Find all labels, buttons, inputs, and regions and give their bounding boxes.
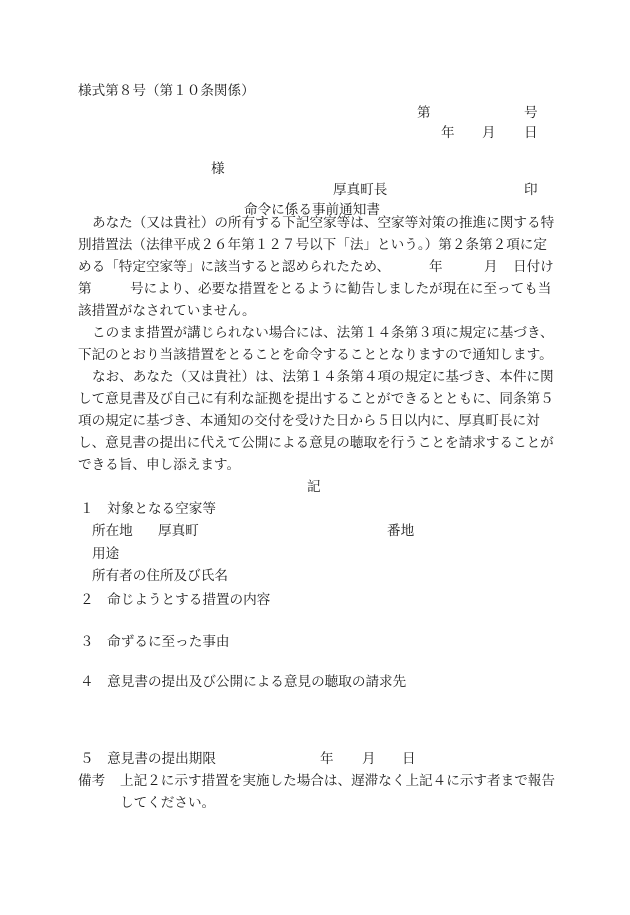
doc-number-prefix: 第 (417, 105, 431, 121)
item-3-heading: ３ 命ずるに至った事由 (80, 634, 230, 650)
remarks-label: 備考 (78, 773, 106, 789)
seal-mark: 印 (524, 182, 538, 198)
sender-name: 厚真町長 (333, 182, 388, 198)
location-label: 所在地 (92, 523, 133, 539)
para1-day: 日付け (513, 259, 554, 275)
ki-heading: 記 (307, 479, 321, 495)
document-title: 命令に係る事前通知書 (244, 202, 380, 218)
location-banchi: 番地 (387, 523, 415, 539)
para1-month: 月 (484, 259, 498, 275)
body-para1-line3: める「特定空家等」に該当すると認められたため、 (78, 259, 391, 275)
para1-year: 年 (429, 259, 443, 275)
form-label: 様式第８号（第１０条関係） (78, 83, 255, 99)
body-para2-line2: 下記のとおり当該措置をとることを命令することとなりますので通知します。 (78, 347, 553, 363)
body-para1-line2: 別措置法（法律平成２６年第１２７号以下「法」という。）第２条第２項に定 (78, 237, 547, 253)
item-2-heading: ２ 命じようとする措置の内容 (80, 592, 271, 608)
date-year: 年 (441, 125, 455, 141)
body-para3-line3: 項の規定に基づき、本通知の交付を受けた日から５日以内に、厚真町長に対 (78, 413, 540, 429)
doc-number-suffix: 号 (524, 105, 538, 121)
body-para3-line5: できる旨、申し添えます。 (78, 457, 241, 473)
usage-label: 用途 (92, 546, 120, 562)
body-para1-line5: 該措置がなされていません。 (78, 303, 256, 319)
item-1-heading: １ 対象となる空家等 (80, 501, 216, 517)
remarks-text-line1: 上記２に示す措置を実施した場合は、遅滞なく上記４に示す者まで報告 (120, 773, 555, 789)
item5-day: 日 (402, 751, 416, 767)
para1-no-prefix: 第 (78, 281, 92, 297)
body-para3-line1: なお、あなた（又は貴社）は、法第１４条第４項の規定に基づき、本件に関 (92, 369, 554, 385)
owner-label: 所有者の住所及び氏名 (92, 568, 228, 584)
item5-month: 月 (362, 751, 376, 767)
body-para3-line4: し、意見書の提出に代えて公開による意見の聴取を行うことを請求することが (78, 435, 554, 451)
body-para3-line2: して意見書及び自己に有利な証拠を提出することができるとともに、同条第５ (78, 391, 554, 407)
date-month: 月 (482, 125, 496, 141)
body-para1-line4: 号により、必要な措置をとるように勧告しましたが現在に至っても当 (130, 281, 552, 297)
item-5-heading: ５ 意見書の提出期限 (80, 751, 216, 767)
remarks-text-line2: してください。 (120, 795, 216, 811)
item-4-heading: ４ 意見書の提出及び公開による意見の聴取の請求先 (80, 674, 407, 690)
location-town: 厚真町 (158, 523, 199, 539)
item5-year: 年 (320, 751, 334, 767)
body-para2-line1: このまま措置が講じられない場合には、法第１４条第３項に規定に基づき、 (92, 325, 554, 341)
date-day: 日 (524, 125, 538, 141)
addressee-honorific: 様 (211, 161, 225, 177)
body-para1-line1: あなた（又は貴社）の所有する下記空家等は、空家等対策の推進に関する特 (92, 215, 555, 231)
